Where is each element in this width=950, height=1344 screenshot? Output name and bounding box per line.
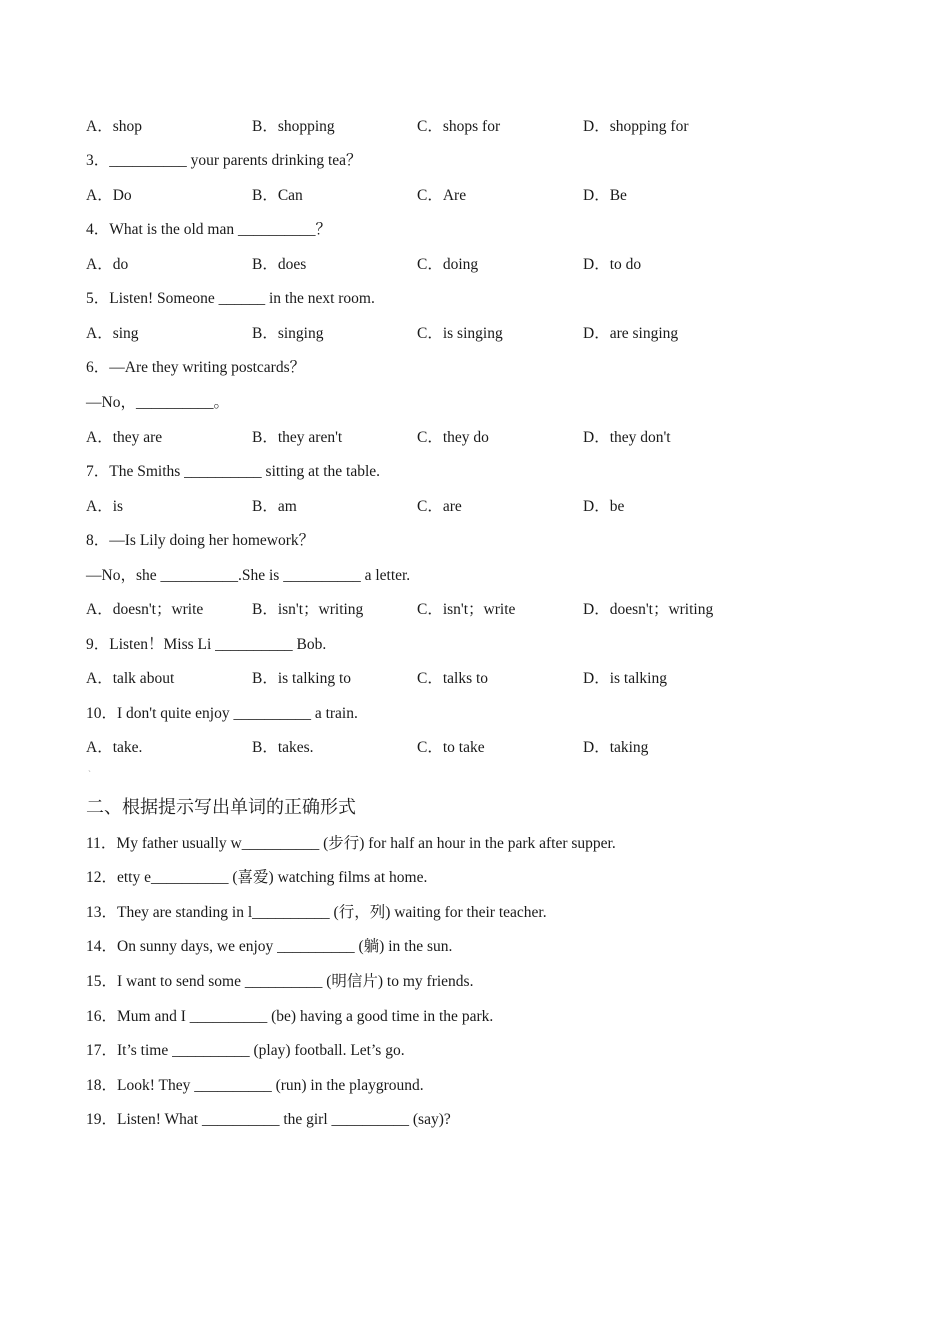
option-a: A．they are	[86, 429, 163, 446]
question-9-stem: 9．Listen！Miss Li __________ Bob.	[86, 636, 327, 653]
option-b: B．they aren't	[252, 429, 343, 446]
option-a: A．shop	[86, 118, 142, 135]
option-c: C．are	[417, 498, 462, 515]
section-2-heading: 二、根据提示写出单词的正确形式	[86, 797, 356, 818]
option-b: B．singing	[252, 325, 324, 342]
option-d: D．to do	[583, 256, 642, 273]
paragraph-mark: ˎ	[88, 762, 91, 772]
option-c: C．doing	[417, 256, 479, 273]
option-c: C．Are	[417, 187, 467, 204]
fill-item-14: 14．On sunny days, we enjoy __________ (躺) in the sun.	[86, 938, 453, 955]
question-10-stem: 10．I don't quite enjoy __________ a train.	[86, 705, 358, 722]
option-d: D．taking	[583, 739, 649, 756]
option-a: A．sing	[86, 325, 139, 342]
option-a: A．is	[86, 498, 124, 515]
option-a: A．Do	[86, 187, 132, 204]
option-b: B．Can	[252, 187, 303, 204]
option-c: C．they do	[417, 429, 489, 446]
option-d: D．shopping for	[583, 118, 689, 135]
fill-item-17: 17．It’s time __________ (play) football. Let’s go.	[86, 1042, 405, 1059]
option-c: C．to take	[417, 739, 485, 756]
fill-item-13: 13．They are standing in l__________ (行，列) waiting for their teacher.	[86, 904, 547, 921]
option-b: B．takes.	[252, 739, 314, 756]
option-b: B．isn't；writing	[252, 601, 364, 618]
option-d: D．are singing	[583, 325, 679, 342]
option-d: D．doesn't；writing	[583, 601, 714, 618]
fill-item-19: 19．Listen! What __________ the girl __________ (say)?	[86, 1111, 451, 1128]
question-6-response: —No，__________。	[86, 394, 229, 411]
question-3-stem: 3．__________ your parents drinking tea？	[86, 152, 362, 169]
fill-item-18: 18．Look! They __________ (run) in the playground.	[86, 1077, 424, 1094]
option-a: A．doesn't；write	[86, 601, 204, 618]
option-d: D．is talking	[583, 670, 667, 687]
option-c: C．isn't；write	[417, 601, 516, 618]
option-b: B．is talking to	[252, 670, 352, 687]
fill-item-11: 11．My father usually w__________ (步行) for half an hour in the park after supper.	[86, 835, 616, 852]
fill-item-16: 16．Mum and I __________ (be) having a good time in the park.	[86, 1008, 494, 1025]
option-a: A．talk about	[86, 670, 175, 687]
question-4-stem: 4．What is the old man __________？	[86, 221, 331, 238]
question-7-stem: 7．The Smiths __________ sitting at the table.	[86, 463, 381, 480]
question-6-stem: 6．—Are they writing postcards？	[86, 359, 306, 376]
option-d: D．Be	[583, 187, 627, 204]
option-b: B．shopping	[252, 118, 335, 135]
option-a: A．take.	[86, 739, 143, 756]
fill-item-15: 15．I want to send some __________ (明信片) to my friends.	[86, 973, 474, 990]
question-8-stem: 8．—Is Lily doing her homework？	[86, 532, 315, 549]
option-c: C．talks to	[417, 670, 489, 687]
option-d: D．they don't	[583, 429, 671, 446]
question-5-stem: 5．Listen! Someone ______ in the next room.	[86, 290, 375, 307]
option-c: C．is singing	[417, 325, 503, 342]
option-c: C．shops for	[417, 118, 501, 135]
question-8-response: —No，she __________.She is __________ a letter.	[86, 567, 411, 584]
question-10-options	[86, 738, 846, 838]
option-b: B．am	[252, 498, 297, 515]
option-d: D．be	[583, 498, 625, 515]
option-b: B．does	[252, 256, 307, 273]
option-a: A．do	[86, 256, 129, 273]
fill-item-12: 12．etty e__________ (喜爱) watching films at home.	[86, 869, 428, 886]
